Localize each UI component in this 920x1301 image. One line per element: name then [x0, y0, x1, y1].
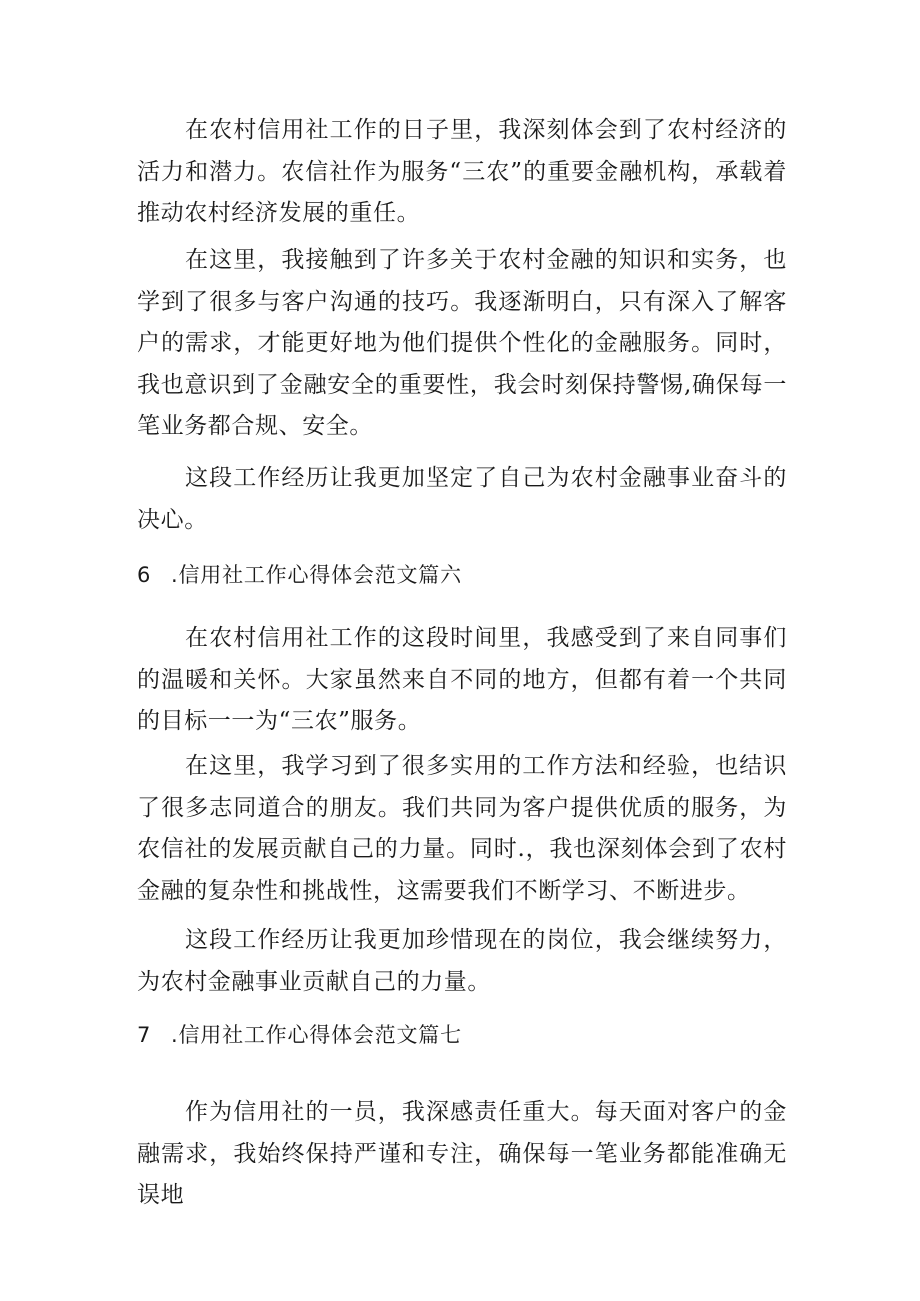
paragraph: 这段工作经历让我更加珍惜现在的岗位，我会继续努力，为农村金融事业贡献自己的力量。	[137, 927, 787, 995]
paragraph: 在农村信用社工作的这段时间里，我感受到了来自同事们的温暖和关怀。大家虽然来自不同的地方，但都有着一个共同的目标一一为“三农”服务。	[137, 625, 787, 734]
section-number: 6	[137, 563, 152, 587]
section-title: .信用社工作心得体会范文篇七	[171, 1023, 462, 1047]
paragraph: 这段工作经历让我更加坚定了自己为农村金融事业奋斗的决心。	[137, 465, 787, 533]
paragraph: 在这里，我接触到了许多关于农村金融的知识和实务，也学到了很多与客户沟通的技巧。我逐渐明白，只有深入了解客户的需求，才能更好地为他们提供个性化的金融服务。同时，我也意识到了金融安全的重要性，我会时刻保持警惕,确保每一笔业务都合规、安全。	[137, 247, 787, 439]
section-heading-6	[137, 560, 787, 590]
paragraph: 在农村信用社工作的日子里，我深刻体会到了农村经济的活力和潜力。农信社作为服务“三农”的重要金融机构，承载着推动农村经济发展的重任。	[137, 117, 787, 226]
section-number: 7	[137, 1023, 152, 1047]
paragraph: 作为信用社的一员，我深感责任重大。每天面对客户的金融需求，我始终保持严谨和专注，确保每一笔业务都能准确无误地	[137, 1099, 787, 1208]
section-heading-7	[137, 1020, 787, 1050]
section-title: .信用社工作心得体会范文篇六	[171, 563, 462, 587]
paragraph: 在这里，我学习到了很多实用的工作方法和经验，也结识了很多志同道合的朋友。我们共同为客户提供优质的服务，为农信社的发展贡献自己的力量。同时.，我也深刻体会到了农村金融的复杂性和挑战性，这需要我们不断学习、不断进步。	[137, 753, 787, 904]
